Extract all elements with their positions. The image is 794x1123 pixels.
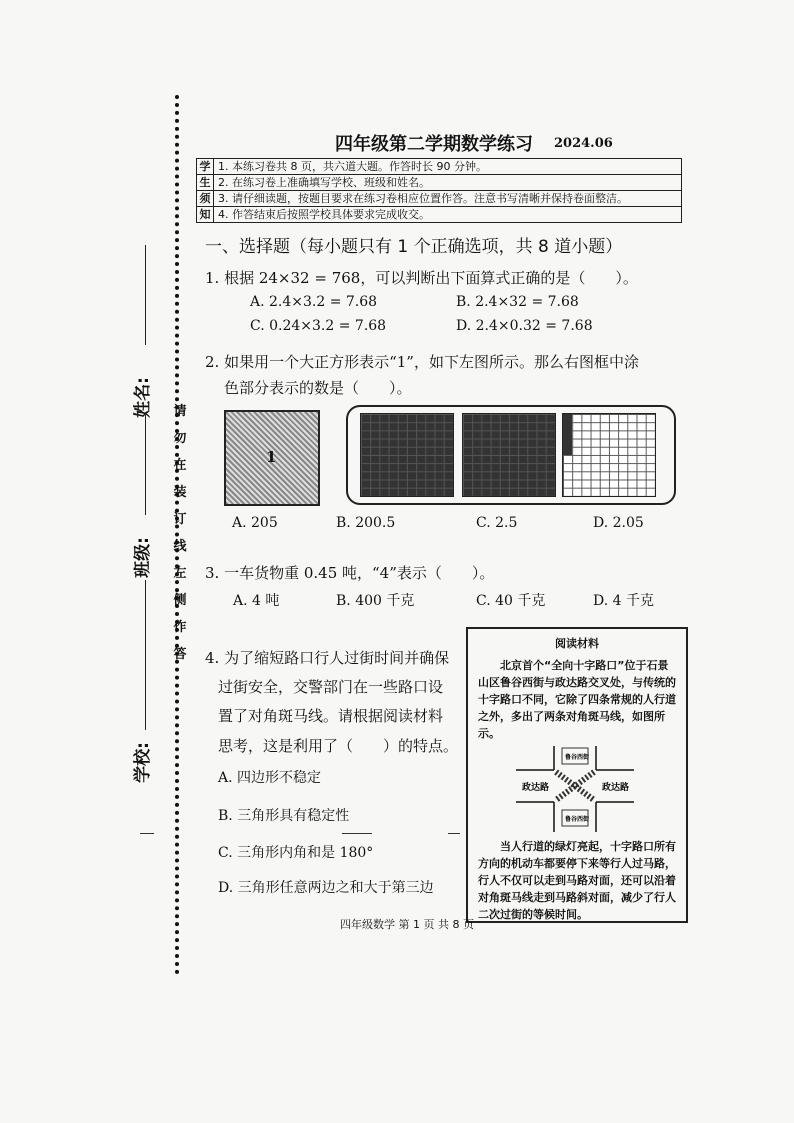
no-answer-warning: 请 勿 在 装 订 线 左 侧 作 答: [173, 404, 187, 662]
q4-option-c[interactable]: C. 三角形内角和是 180°: [218, 845, 374, 861]
q2-option-c[interactable]: C. 2.5: [476, 515, 518, 531]
question-4-line1: 4. 为了缩短路口行人过街时间并确保: [205, 649, 450, 667]
question-3: 3. 一车货物重 0.45 吨，“4”表示（ ）。: [205, 564, 495, 582]
class-label: 班级:: [132, 537, 153, 578]
question-4-line3: 置了对角斑马线。请根据阅读材料: [218, 707, 444, 725]
q3-option-c[interactable]: C. 40 千克: [476, 593, 546, 609]
road-label-south: 鲁谷西街: [565, 816, 590, 823]
reading-paragraph-2: 当人行道的绿灯亮起，十字路口所有方向的机动车都要停下来等行人过马路，行人不仅可以走到马路对面，还可以沿着对角斑马线走到马路斜对面，减少了行人二次过街的等候时间。: [478, 840, 676, 921]
section-heading: 一、选择题（每小题只有 1 个正确选项，共 8 道小题）: [205, 237, 623, 257]
page-title: 四年级第二学期数学练习: [335, 134, 533, 155]
notice-line: 2. 在练习卷上准确填写学校、班级和姓名。: [214, 175, 682, 191]
grid-partial: [562, 413, 656, 497]
q1-option-b[interactable]: B. 2.4×32 = 7.68: [456, 294, 579, 310]
notice-line: 4. 作答结束后按照学校具体要求完成收交。: [214, 207, 682, 223]
q4-option-d[interactable]: D. 三角形任意两边之和大于第三边: [218, 880, 434, 896]
crossroad-diagram: [468, 746, 682, 832]
student-notice-table: 学 1. 本练习卷共 8 页，共六道大题。作答时长 90 分钟。 生 2. 在练习卷上准确填写学校、班级和姓名。 须 3. 请仔细读题，按题目要求在练习卷相应位置作答。注意书写清晰并保持卷面整洁。 知 4. 作答结束后按照学校具体要求完成收交。: [196, 158, 682, 223]
name-label: 姓名:: [132, 377, 153, 418]
notice-line: 3. 请仔细读题，按题目要求在练习卷相应位置作答。注意书写清晰并保持卷面整洁。: [214, 191, 682, 207]
question-4-line4: 思考，这是利用了（ ）的特点。: [218, 737, 459, 755]
grid-full-1: [360, 413, 454, 497]
q1-option-d[interactable]: D. 2.4×0.32 = 7.68: [456, 318, 593, 334]
name-blank-line: [145, 245, 146, 345]
road-label-north: 鲁谷西街: [565, 754, 590, 761]
grid-partial-fill: [563, 414, 572, 455]
road-label-west: 政达路: [522, 783, 550, 793]
question-2-line2: 色部分表示的数是（ ）。: [224, 379, 412, 397]
unit-square-figure: [224, 410, 320, 506]
q2-option-d[interactable]: D. 2.05: [593, 515, 644, 531]
unit-one-label: 1: [266, 448, 277, 466]
q4-option-a[interactable]: A. 四边形不稳定: [218, 770, 322, 786]
q1-option-a[interactable]: A. 2.4×3.2 = 7.68: [250, 294, 378, 310]
school-blank-line: [145, 580, 146, 730]
question-1: 1. 根据 24×32 = 768，可以判断出下面算式正确的是（ ）。: [205, 269, 638, 287]
notice-line: 1. 本练习卷共 8 页，共六道大题。作答时长 90 分钟。: [214, 159, 682, 175]
reading-paragraph-1: 北京首个“全向十字路口”位于石景山区鲁谷西街与政达路交叉处，与传统的十字路口不同，它除了四条常规的人行道之外，多出了两条对角斑马线，如图所示。: [478, 659, 676, 740]
class-blank-line: [145, 415, 146, 515]
q2-option-b[interactable]: B. 200.5: [336, 515, 396, 531]
margin-dash: [342, 833, 372, 834]
margin-dash: [448, 833, 460, 834]
question-2-line1: 2. 如果用一个大正方形表示“1”，如下左图所示。那么右图框中涂: [205, 353, 639, 371]
q4-option-b[interactable]: B. 三角形具有稳定性: [218, 808, 350, 824]
q3-option-b[interactable]: B. 400 千克: [336, 593, 415, 609]
page-footer: 四年级数学 第 1 页 共 8 页: [340, 918, 474, 931]
q3-option-a[interactable]: A. 4 吨: [233, 593, 280, 609]
q3-option-d[interactable]: D. 4 千克: [593, 593, 654, 609]
road-label-east: 政达路: [602, 783, 630, 793]
shaded-grid-frame: [346, 405, 676, 505]
school-label: 学校:: [132, 742, 153, 783]
exam-date: 2024.06: [554, 136, 613, 151]
q1-option-c[interactable]: C. 0.24×3.2 = 7.68: [250, 318, 387, 334]
reading-title: 阅读材料: [555, 637, 599, 650]
question-4-line2: 过街安全，交警部门在一些路口设: [218, 678, 444, 696]
margin-dash: [140, 833, 154, 834]
reading-material-box: [466, 627, 688, 923]
q2-option-a[interactable]: A. 205: [232, 515, 278, 531]
grid-full-2: [462, 413, 556, 497]
